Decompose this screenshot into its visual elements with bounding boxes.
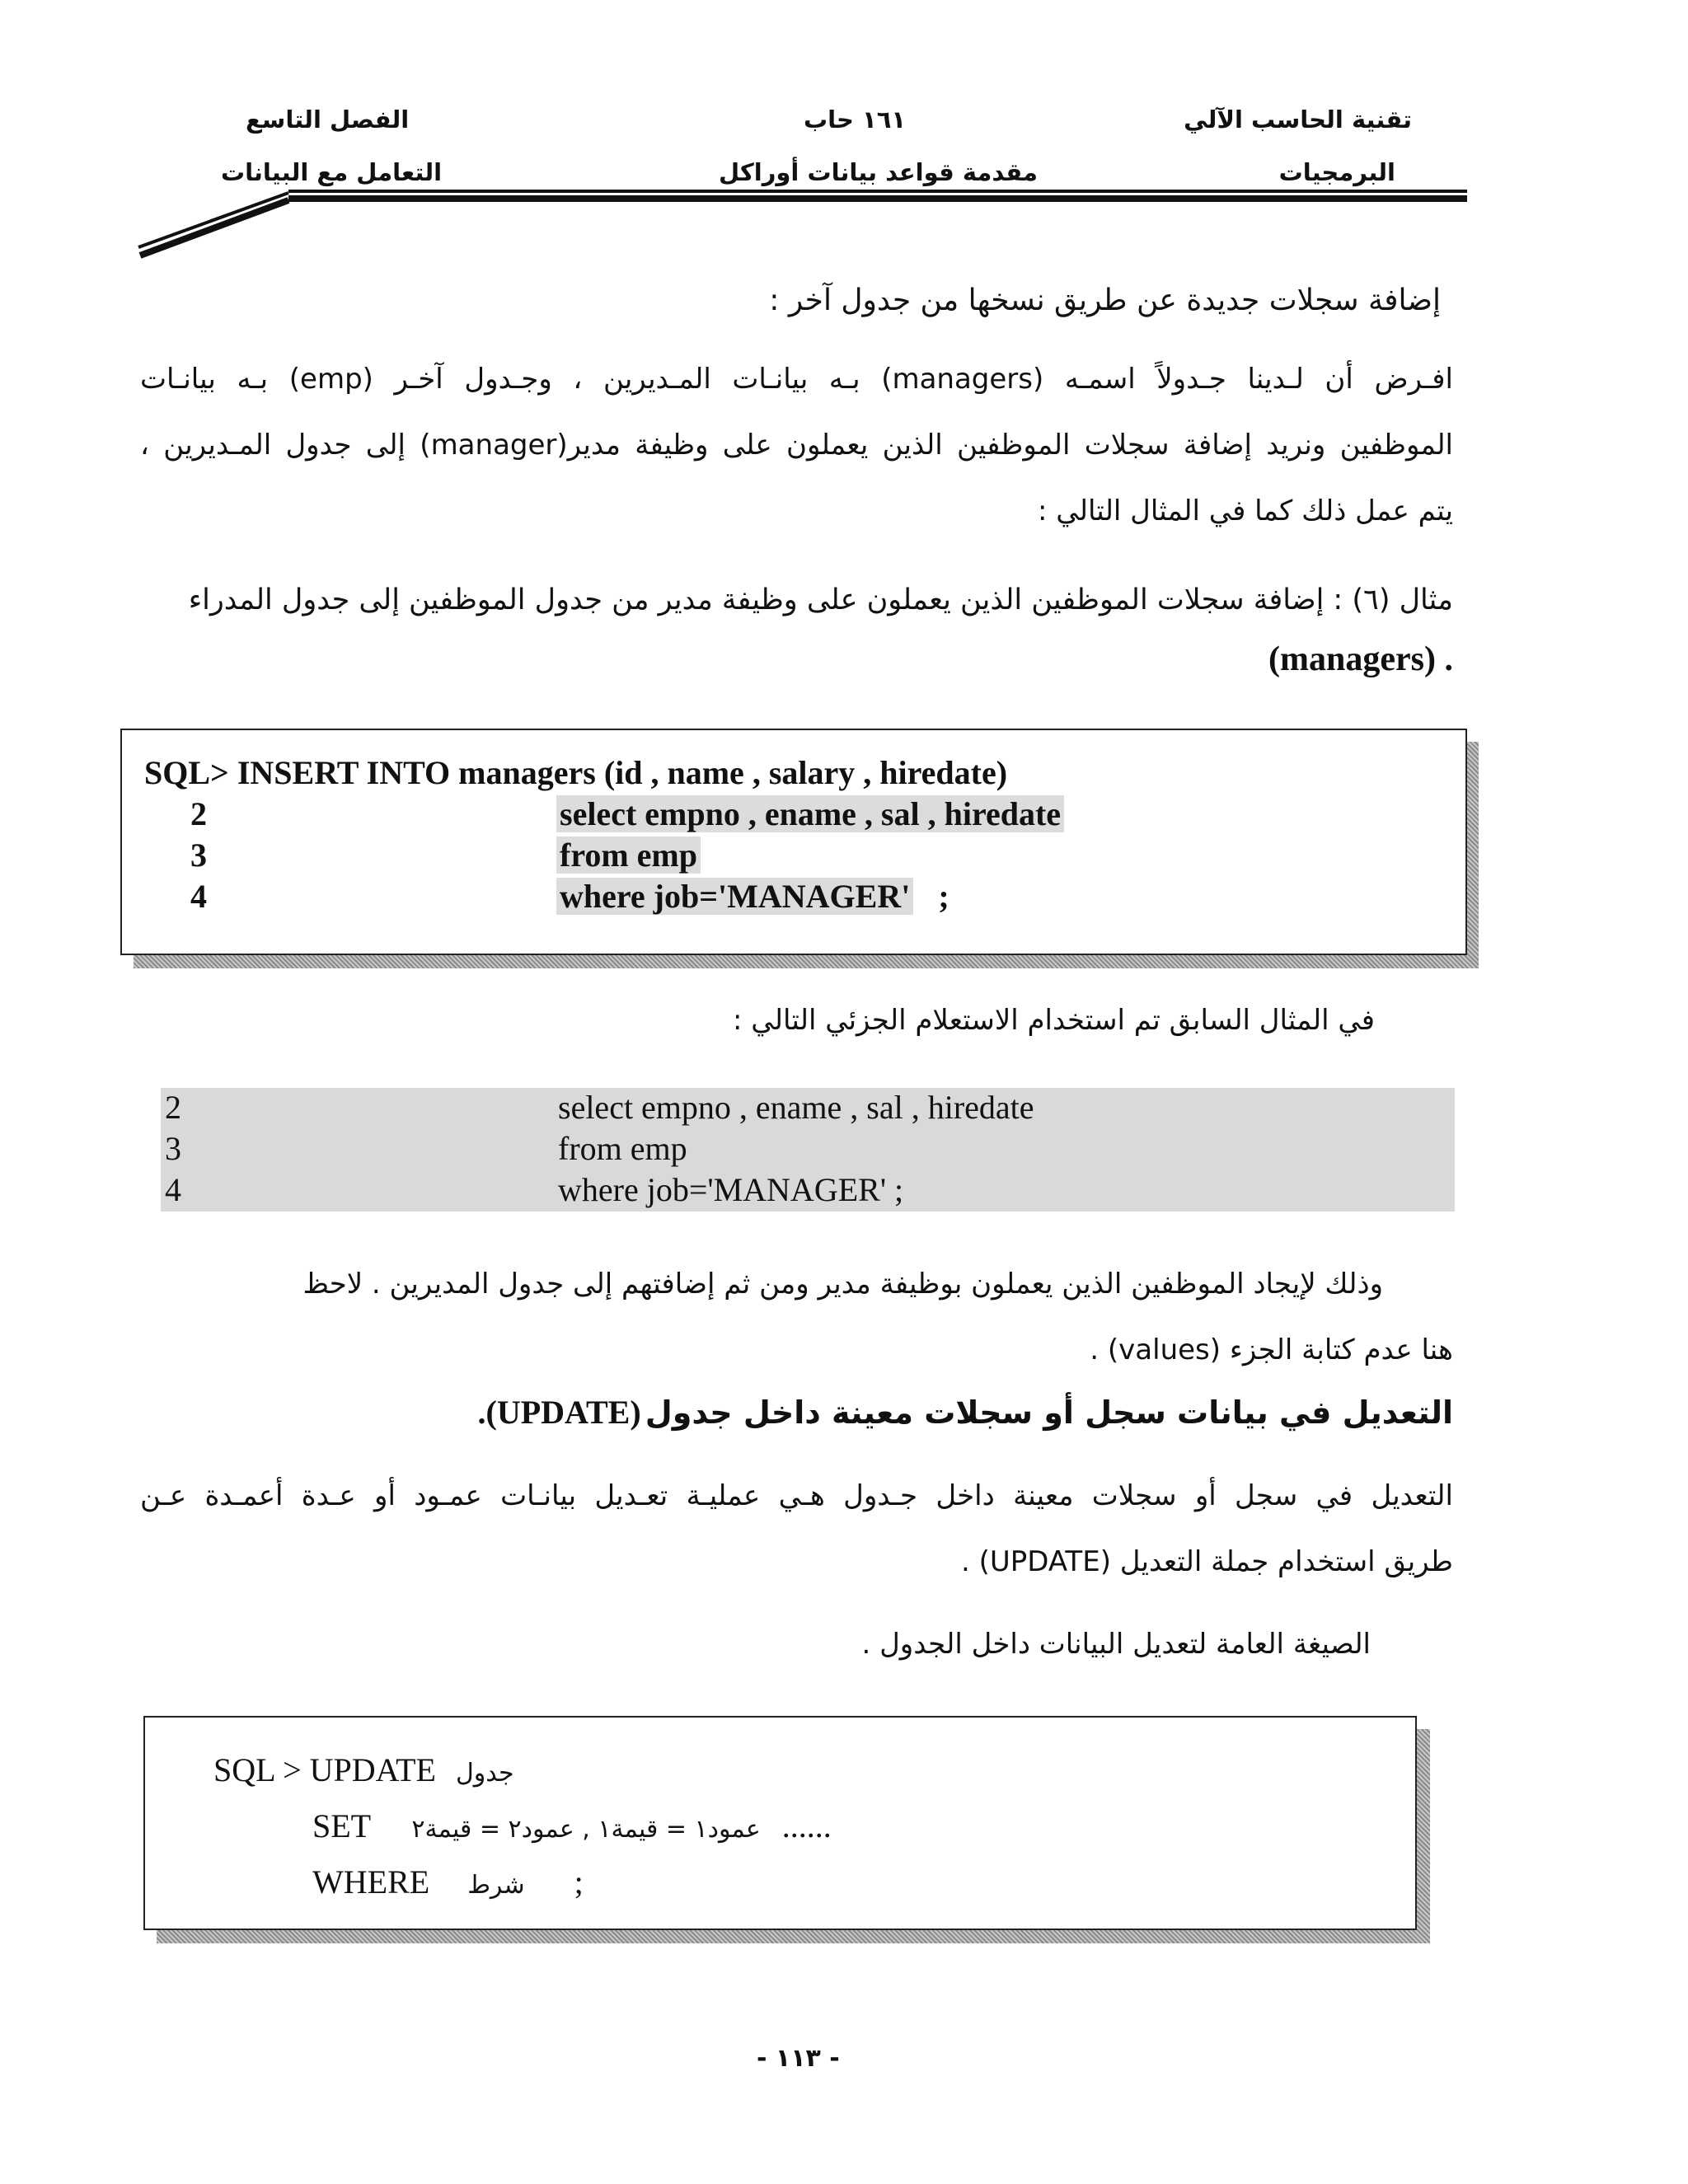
code-box-3 (143, 1716, 1417, 1930)
header-left-bottom: التعامل مع البيانات (221, 158, 443, 186)
intro-line-3: يتم عمل ذلك كما في المثال التالي : (1037, 494, 1453, 527)
code3-condition-placeholder: شرط (467, 1871, 525, 1900)
code2-line-2: select empno , ename , sal , hiredate (558, 1089, 1034, 1126)
code3-where-keyword: WHERE (312, 1863, 430, 1900)
code3-ellipsis: ...... (781, 1807, 832, 1844)
code2-line-num-4: 4 (165, 1171, 181, 1208)
header-center-bottom: مقدمة قواعد بيانات أوراكل (719, 158, 1038, 186)
header-rule (0, 0, 1688, 272)
code-block-2 (161, 1088, 1455, 1212)
code3-terminator: ; (574, 1863, 584, 1900)
code-box-1 (120, 729, 1467, 955)
update-heading-english: (UPDATE). (477, 1394, 641, 1431)
code1-line-num-3: 3 (190, 837, 207, 874)
code1-line-3 (556, 836, 701, 874)
code1-line-2 (556, 794, 1064, 833)
code2-line-num-2: 2 (165, 1089, 181, 1126)
code1-line-1: SQL> INSERT INTO managers (id , name , salary , hiredate) (144, 754, 1008, 791)
code3-line-1 (213, 1750, 514, 1789)
update-line-2: طريق استخدام جملة التعديل (UPDATE) . (960, 1545, 1453, 1578)
code2-line-4: where job='MANAGER' ; (558, 1171, 904, 1208)
header-right-bottom: البرمجيات (1278, 158, 1395, 186)
code1-line-3-text: from emp (556, 837, 701, 874)
update-heading (478, 1393, 1453, 1432)
code1-line-2-text: select empno , ename , sal , hiredate (556, 795, 1064, 832)
update-line-1: التعديل في سجل أو سجلات معينة داخل جـدول هـي عمليـة تعـديل بيانـات عمـود أو عـدة أعمـدة عـن (140, 1479, 1453, 1512)
code1-terminator: ; (938, 878, 950, 915)
header-right-top: تقنية الحاسب الآلي (1184, 105, 1412, 134)
code3-line-2 (312, 1807, 832, 1845)
section-heading-copy-records: إضافة سجلات جديدة عن طريق نسخها من جدول آخر : (769, 284, 1441, 317)
header-center-top: ١٦١ حاب (804, 105, 907, 134)
explanation-line-1: وذلك لإيجاد الموظفين الذين يعملون بوظيفة مدير ومن ثم إضافتهم إلى جدول المديرين . لاحظ (302, 1268, 1383, 1301)
syntax-intro: الصيغة العامة لتعديل البيانات داخل الجدول . (861, 1628, 1371, 1661)
code3-update-keyword: SQL > UPDATE (213, 1751, 436, 1788)
code1-line-num-2: 2 (190, 795, 207, 832)
code3-set-keyword: SET (312, 1807, 371, 1844)
intro-paragraph (140, 346, 1453, 544)
code3-line-3 (312, 1863, 584, 1901)
code2-line-num-3: 3 (165, 1130, 181, 1167)
subquery-intro: في المثال السابق تم استخدام الاستعلام الجزئي التالي : (733, 1004, 1375, 1037)
intro-line-2: الموظفين ونريد إضافة سجلات الموظفين الذين يعملون على وظيفة مدير(manager) إلى جدول المـديرين ، (140, 429, 1454, 462)
code1-line-4-text: where job='MANAGER' (556, 878, 913, 915)
code1-line-4 (556, 877, 950, 916)
code3-set-pairs: عمود١ = قيمة١ , عمود٢ = قيمة٢ (411, 1815, 761, 1844)
intro-line-1: افـرض أن لـدينا جـدولاً اسمـه (managers) بـه بيانـات المـديرين ، وجـدول آخـر (emp) بـه بيانـات (140, 363, 1453, 396)
update-heading-arabic: التعديل في بيانات سجل أو سجلات معينة داخل جدول (645, 1394, 1453, 1431)
example-6-line-1: مثال (٦) : إضافة سجلات الموظفين الذين يعملون على وظيفة مدير من جدول الموظفين إلى جدول المدراء (188, 583, 1453, 616)
example-6-line-2: . (managers) (1268, 640, 1453, 678)
code1-line-num-4: 4 (190, 878, 207, 915)
code2-line-3: from emp (558, 1130, 687, 1167)
explanation-line-2: هنا عدم كتابة الجزء (values) . (1090, 1333, 1453, 1366)
update-paragraph (140, 1463, 1453, 1595)
header-left-top: الفصل التاسع (246, 105, 410, 134)
code3-table-placeholder: جدول (455, 1759, 514, 1788)
page-number: - ١١٣ - (757, 2044, 840, 2073)
